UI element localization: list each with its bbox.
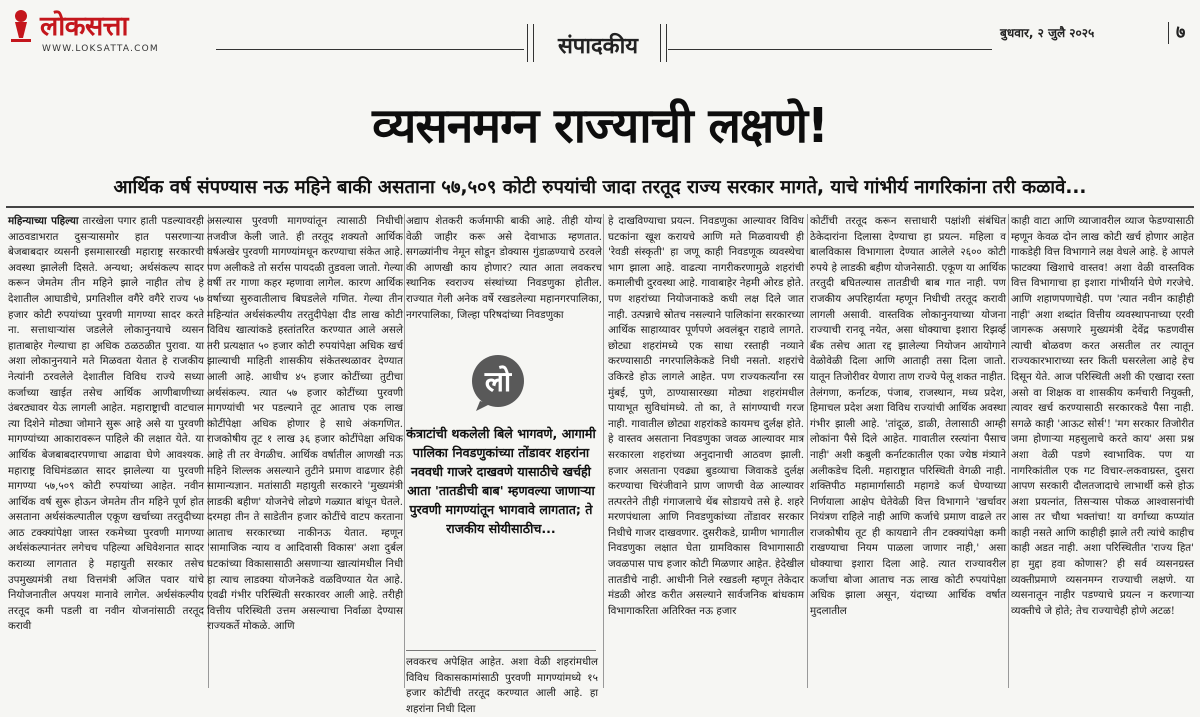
column-2-text: असल्यास पुरवणी मागण्यांतून त्यासाठी निधीची तजवीज केली जाते. ही तरतूद शक्यतो आर्थिक वर्षअखेर पुरवणी मागण्यांमधून करण्याचा संकेत आहे. पण अलीकडे तो सर्रास पायदळी तुडवला जातो. गेल्या वर्षी तर गाणा कहर म्हणावा लागेल. कारण आर्थिक वर्षाच्या सुरुवातीलाच बिघडलेले गणित. गेल्या तीन महिन्यांत अर्थसंकल्पीय तरतुदीपेक्षा दीड लाख कोटी विविध खात्यांकडे हस्तांतरित करण्यात आले असले तरी प्रत्यक्षात ५० हजार कोटी रुपयांपेक्षा अधिक खर्च झाल्याची माहिती शासकीय संकेतस्थळावर देण्यात आली आहे. आधीच ४५ हजार कोटींच्या तुटीचा अर्थसंकल्प. त्यात ५७ हजार कोटींच्या पुरवणी मागण्यांची भर पडल्याने तूट आताच एक लाख कोटींपेक्षा अधिक होणार हे साधे अंकगणित. राजकोषीय तूट १ लाख ३६ हजार कोटींपेक्षा अधिक आहे ती तर वेगळीच. आर्थिक वर्षातील आणखी नऊ महिने शिल्लक असल्याने तुटीने प्रमाण वाढणार हेही सामान्यज्ञान. मतांसाठी महायुती सरकारने 'मुख्यमंत्री लाडकी बहीण' योजनेचे लोढणे गळ्यात बांधून घेतले. दरमहा तीन ते साडेतीन हजार कोटींचे वाटप करताना आताच सरकारच्या नाकीनऊ येतात. म्हणून 'सामाजिक न्याय व आदिवासी विकास' अशा दुर्बल घटकांच्या विकासासाठी असणाऱ्या खात्यांमधील निधी हा त्याच लाडक्या योजनेकडे वळविण्यात येत आहे. एवढी गंभीर परिस्थिती सरकारवर आली आहे. तरीही वित्तीय परिस्थिती उत्तम असल्याचा निर्वाळा देण्यास राज्यकर्ते मोकळे. आणि <box>207 215 403 633</box>
header-rule-right <box>668 49 992 50</box>
column-5-text: कोटींची तरतूद करून सत्ताधारी पक्षांशी संबंधित ठेकेदारांना दिलासा देण्याचा हा प्रयत्न. महिला व बालविकास विभागाला देण्यात आलेले २६०० कोटी रुपये हे लाडकी बहीण योजनेसाठी. एकूण या आर्थिक तरतुदी बघितल्यास तातडीची बाब गात नाही. पण राजकीय अपरिहार्यता म्हणून निधीची तरतूद करावी लागली असावी. वास्तविक लोकानुनयाच्या योजना राज्याची रानवू नयेत, असा धोक्याचा इशारा रिझर्व्ह बँक तसेच आता रद्द झालेल्या नियोजन आयोगाने वेळोवेळी दिला आणि आताही तसा दिला जातो. यातून तिजोरीवर येणारा ताण राज्ये पेलू शकत नाहीत. तेलंगणा, कर्नाटक, पंजाब, राजस्थान, मध्य प्रदेश, हिमाचल प्रदेश अशा विविध राज्यांची आर्थिक अवस्था गंभीर झाली आहे. 'तांदूळ, डाळी, तेलासाठी आम्ही लोकांना पैसे दिले आहेत. गावातील रस्त्यांना पैसाच नाही' अशी कबुली कर्नाटकातील एका ज्येष्ठ मंत्र्याने अलीकडेच दिली. महाराष्ट्रात परिस्थिती वेगळी नाही. शक्तिपीठ महामार्गासाठी महागडे कर्ज घेण्याच्या निर्णयाला आक्षेप घेतेवेळी वित्त विभागाने 'खर्चावर नियंत्रण राहिले नाही आणि कर्जाचे प्रमाण वाढले तर राजकोषीय तूट ही कायद्याने तीन टक्क्यांपेक्षा कमी राखण्याचा नियम पाळला जाणार नाही,' असा धोक्याचा इशारा दिला आहे. त्यात राज्यावरील कर्जाचा बोजा आताच नऊ लाख कोटी रुपयांपेक्षा अधिक झाला असून, यंदाच्या आर्थिक वर्षात मुदलातील <box>810 215 1006 617</box>
dateline-divider <box>1168 22 1169 44</box>
column-4-text: हे दाखविण्याचा प्रयत्न. निवडणुका आल्यावर विविध घटकांना खूश करायचे आणि मते मिळवायची ही 'रेवडी संस्कृती' हा जणू काही निवडणूक व्यवस्थेचा भाग झाला आहे. वाढत्या नागरीकरणामुळे शहरांची कमालीची दुरवस्था आहे. गावाबाहेर नेहमी ओरड होते. पण शहरांच्या नियोजनाकडे कधी लक्ष दिले जात नाही. उत्पन्नाचे स्रोतच नसल्याने पालिकांना सरकारच्या आर्थिक साहाय्यावर पूर्णपणे अवलंबून राहावे लागते. छोट्या शहरांमध्ये एक साधा रस्ताही नव्याने करण्यासाठी नगरपालिकेकडे निधी नसतो. शहरांचे उकिरडे होऊ लागले आहेत. पण राज्यकर्त्यांना रस मुंबई, पुणे, ठाण्यासारख्या मोठ्या शहरांमधील पायाभूत सुविधांमध्ये. तो का, ते सांगण्याची गरज नाही. गावातील छोट्या शहरांकडे कायमच दुर्लक्ष होते. हे वास्तव असताना निवडणुका जवळ आल्यावर मात्र सरकारला शहरांच्या अनुदानाची आठवण झाली. हजार असताना एवढ्या बुडव्याचा जिवाकडे दुर्लक्ष करण्याचा चिरंजीवाने प्राण जाणची वेळ आल्यावर तत्परतेने तीही गंगाजलाचे थेंब सोडायचे तसे हे. शहरे मरणपंथाला आणि निवडणुकांच्या तोंडावर सरकार निधीचे गाजर दाखवणार. दुसरीकडे, ग्रामीण भागातील निवडणुका लक्षात घेता ग्रामविकास विभागासाठी जवळपास पाच हजार कोटी मिळणार आहेत. हेदेखील तातडीचे नाही. आधीनी निले रखडली म्हणून तेकेदार मंडळी ओरड करीत असल्याने सार्वजनिक बांधकाम विभागाकरिता अतिरिक्त नऊ हजार <box>608 215 804 617</box>
article-column-1 <box>8 214 204 688</box>
column-rule <box>603 214 604 688</box>
article-column-6 <box>1011 214 1194 688</box>
article-column-3-bottom <box>406 655 598 715</box>
dateline: बुधवार, २ जुलै २०२५ <box>1000 26 1095 40</box>
article-column-2 <box>207 214 403 688</box>
column-6-text: काही वाटा आणि व्याजावरील व्याज फेडण्यासाठी म्हणून केवळ दोन लाख कोटी खर्च होणार आहेत गाकडेही वित्त विभागाने लक्ष वेधले आहे. हे आपले फाटक्या खिशाचे वास्तव! अशा वेळी वास्तविक वित्त विभागाचा हा इशारा गांभीर्याने घेणे गरजेचे. आणि शहाणपणाचेही. पण 'त्यात नवीन काहीही नाही' अशा शब्दांत वित्तीय व्यवस्थापनाच्या एरवी जागरूक असणारे मुख्यमंत्री देवेंद्र फडणवीस त्याची बोळवण करत असतील तर त्यातून राज्यकारभाराच्या स्तर किती घसरलेला आहे हेच दिसून येते. आज परिस्थिती अशी की एखादा रस्ता असो वा शिक्षक वा शासकीय कर्मचारी नियुक्ती, त्यावर खर्च करण्यासाठी सरकारकडे पैसा नाही. सगळे काही 'आऊट सोर्स'! 'मग सरकार तिजोरीत जमा होणाऱ्या महसुलाचे करते काय' असा प्रश्न अशा वेळी पडणे स्वाभाविक. पण या नागरिकांतील एक गट विचार-लकवाग्रस्त, दुसरा आपण सरकारी दौलतजादाचे लाभार्थी कसे होऊ अशा प्रयत्नांत, तिसऱ्यास पोकळ आश्वासनांची आस तर चौथा भक्तांचा! या वर्गाच्या कप्प्यांत काही नसते आणि काहीही झाले तरी त्यांचे काहीच काही अडत नाही. अशा परिस्थितीत 'राज्य हित' हा मुद्दा हवा कोणास? ही सर्व व्यसनग्रस्त व्यक्तीप्रमाणे व्यसनमग्न राज्याची लक्षणे. या व्यसनातून नाहीर पडण्याचे प्रयत्न न करणाऱ्या व्यक्तीचे जे होते; तेच राज्याचेही होणे अटळ! <box>1011 215 1194 617</box>
pull-quote-logo-text: लो <box>484 365 512 398</box>
article-headline: व्यसनमग्न राज्याची लक्षणे! <box>372 98 828 154</box>
column-3-bottom-text: लवकरच अपेक्षित आहेत. अशा वेळी शहरांमधील विविध विकासकामांसाठी पुरवणी मागण्यांमध्ये १५ हजार कोटींची तरतूद करण्यात आली आहे. हा शहरांना निधी दिला <box>406 656 598 715</box>
kicker-rule <box>6 206 1194 208</box>
section-title: संपादकीय <box>557 34 639 59</box>
article-kicker: आर्थिक वर्ष संपण्यास नऊ महिने बाकी असताना ५७,५०९ कोटी रुपयांची जादा तरतूद राज्य सरकार मागते, याचे गांभीर्य नागरिकांना तरी कळावे... <box>113 177 1087 198</box>
loksatta-lo-logo-icon <box>466 351 530 415</box>
pull-quote: कंत्राटांची थकलेली बिले भागवणे, आगामी पालिका निवडणुकांच्या तोंडावर शहरांना नववधी गाजरे दाखवणे यासाठीचे खर्चही आता 'तातडीची बाब' म्हणवल्या जाणाऱ्या पुरवणी मागण्यांतून भागवावे लागतात; ते राजकीय सोयीसाठीच... <box>406 426 596 536</box>
page-number: ७ <box>1176 22 1186 43</box>
article-column-3-top <box>406 214 602 338</box>
column-rule <box>807 214 808 688</box>
column-rule <box>1008 214 1009 688</box>
column-rule <box>404 214 405 688</box>
article-column-5 <box>810 214 1006 688</box>
masthead-url: WWW.LOKSATTA.COM <box>42 44 159 54</box>
column-3-top-text: अद्याप शेतकरी कर्जमाफी बाकी आहे. तीही योग्य वेळी जाहीर करू असे देवाभाऊ म्हणतात. सगळ्यांनीच नेमून सोडून डोक्यास गुंडाळण्याचे ठरवले की आणखी काय होणार? त्यात आता लवकरच स्थानिक स्वराज्य संस्थांच्या निवडणुका होतील. राज्यात गेली अनेक वर्षे रखडलेल्या महानगरपालिका, नगरपालिका, जिल्हा परिषदांच्या निवडणुका <box>406 215 602 321</box>
header-rule-left <box>216 49 524 50</box>
pull-quote-rule <box>406 650 596 651</box>
article-column-4 <box>608 214 804 688</box>
section-bar-left <box>527 24 534 62</box>
masthead <box>6 6 216 62</box>
lead-words: महिन्याच्या पहिल्या <box>8 215 79 227</box>
pen-logo-icon <box>6 8 36 42</box>
masthead-logo-text: लोकसत्ता <box>40 11 128 42</box>
section-bar-right <box>660 24 667 62</box>
column-1-text: तारखेला पगार हाती पडल्यावरही आठवडाभरात दुसऱ्यासमोर हात पसरणाऱ्या बेजबाबदार व्यसनी इसमासारखी महाराष्ट्र सरकारची अवस्था झालेली दिसते. अन्यथा; अर्थसंकल्प सादर करून जेमतेम तीन महिने झाले नाहीत तोच हे देशातील आघाडीचे, प्रगतिशील वगैरे वगैरे राज्य ५७ हजार कोटी रुपयांच्या पुरवणी मागण्या सादर करते ना. सत्ताधाऱ्यांस जडलेले लोकानुनयाचे व्यसन हाताबाहेर गेल्याचा हा अधिक ठळठळीत पुरावा. या अशा लोकानुनयाने मते मिळवता येतात हे राजकीय नेत्यांनी ठरवलेले देशातील विविध राज्ये सध्या कर्जाच्या खाईत तसेच आर्थिक आणीबाणीच्या उंबरठ्यावर येऊ लागली आहेत. महाराष्ट्राची वाटचाल त्या दिशेने मोठ्या जोमाने सुरू आहे असे या पुरवणी मागण्यांच्या आकारावरून पाहिले की लक्षात येते. या आर्थिक बेजबाबदारपणाचा आढावा घेणे आवश्यक. महाराष्ट्र विधिमंडळात सादर झालेल्या या पुरवणी मागण्या ५७,५०९ कोटी रुपयांच्या आहेत. नवीन आर्थिक वर्ष सुरू होऊन जेमतेम तीन महिने पूर्ण होत असताना अर्थसंकल्पातील एकूण खर्चाच्या तरतुदीच्या आठ टक्क्यांपेक्षा जास्त रकमेच्या पुरवणी मागण्या अर्थसंकल्पानंतर लगेचच पहिल्या अधिवेशनात सादर कराव्या लागतात हे महायुती सरकार तसेच उपमुख्यमंत्री तथा वित्तमंत्री अजित पवार यांचे नियोजनातील अपयश मानावे लागेल. अर्थसंकल्पीय तरतूद कमी पडली वा नवीन योजनांसाठी तरतूद करावी <box>8 215 204 633</box>
